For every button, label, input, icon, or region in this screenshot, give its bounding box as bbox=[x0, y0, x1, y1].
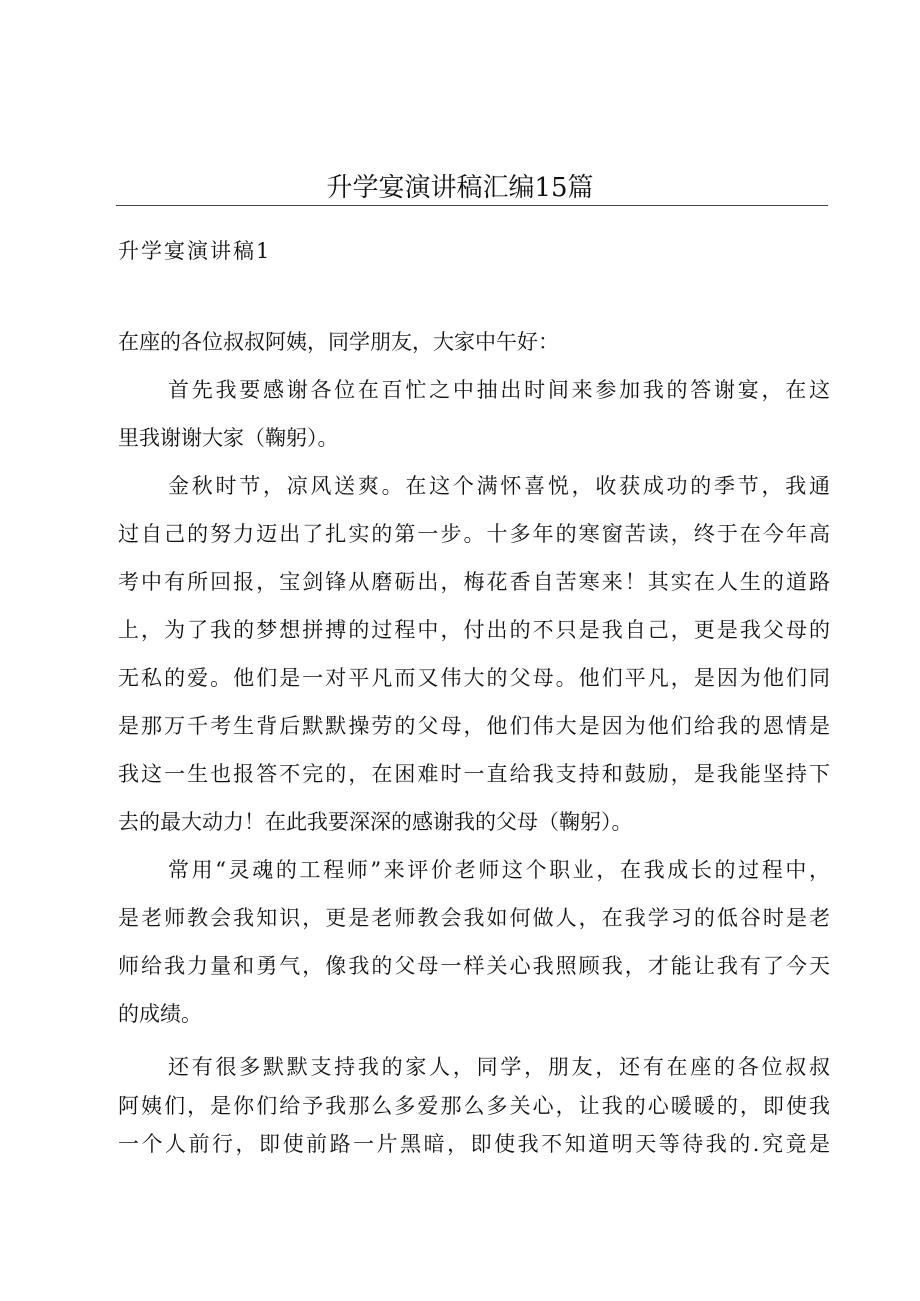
paragraph-line: 在座的各位叔叔阿姨，同学朋友，大家中午好： bbox=[118, 330, 559, 354]
title-divider bbox=[116, 205, 828, 206]
paragraph-line: 还有很多默默支持我的家人，同学，朋友，还有在座的各位叔叔 bbox=[168, 1055, 830, 1079]
paragraph-line: 里我谢谢大家（鞠躬）。 bbox=[118, 426, 339, 450]
paragraph-line: 我这一生也报答不完的，在困难时一直给我支持和鼓励，是我能坚持下 bbox=[118, 762, 830, 786]
paragraph-line: 是那万千考生背后默默操劳的父母，他们伟大是因为他们给我的恩情是 bbox=[118, 714, 830, 738]
paragraph-line: 一个人前行，即使前路一片黑暗，即使我不知道明天等待我的.究竟是 bbox=[118, 1132, 830, 1156]
paragraph-line: 上，为了我的梦想拼搏的过程中，付出的不只是我自己，更是我父母的 bbox=[118, 618, 830, 642]
paragraph-line: 金秋时节，凉风送爽。在这个满怀喜悦，收获成功的季节，我通 bbox=[168, 474, 830, 498]
paragraph-line: 去的最大动力！在此我要深深的感谢我的父母（鞠躬）。 bbox=[118, 810, 633, 834]
section-heading: 升学宴演讲稿1 bbox=[118, 239, 272, 263]
paragraph-line: 无私的爱。他们是一对平凡而又伟大的父母。他们平凡，是因为他们同 bbox=[118, 666, 830, 690]
paragraph-line: 常用“灵魂的工程师”来评价老师这个职业，在我成长的过程中， bbox=[168, 858, 830, 882]
paragraph-line: 阿姨们，是你们给予我那么多爱那么多关心，让我的心暖暖的，即使我 bbox=[118, 1094, 830, 1118]
paragraph-line: 首先我要感谢各位在百忙之中抽出时间来参加我的答谢宴，在这 bbox=[168, 378, 830, 402]
paragraph-line: 的成绩。 bbox=[118, 1002, 202, 1026]
paragraph-line: 过自己的努力迈出了扎实的第一步。十多年的寒窗苦读，终于在今年高 bbox=[118, 522, 830, 546]
paragraph-line: 考中有所回报，宝剑锋从磨砺出，梅花香自苦寒来！其实在人生的道路 bbox=[118, 570, 830, 594]
document-title: 升学宴演讲稿汇编15篇 bbox=[326, 173, 594, 203]
paragraph-line: 师给我力量和勇气，像我的父母一样关心我照顾我，才能让我有了今天 bbox=[118, 954, 830, 978]
paragraph-line: 是老师教会我知识，更是老师教会我如何做人，在我学习的低谷时是老 bbox=[118, 906, 830, 930]
